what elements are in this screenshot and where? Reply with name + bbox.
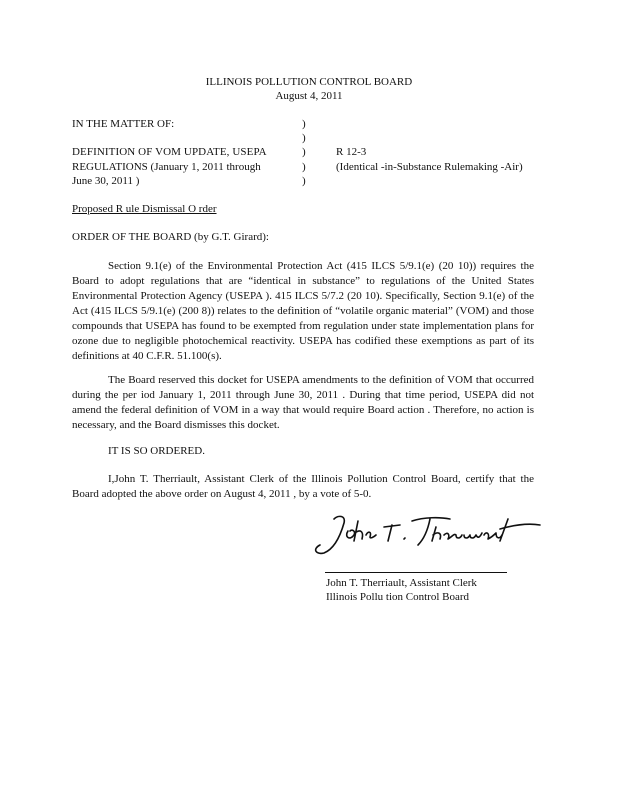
board-name: ILLINOIS POLLUTION CONTROL BOARD [205,76,413,88]
caption-line-3: DEFINITION OF VOM UPDATE, USEPA [72,146,267,158]
signatory-name-title: John T. Therriault, Assistant Clerk [326,577,477,589]
caption-paren: ) [302,132,306,144]
paragraph-2: The Board reserved this docket for USEPA amendments to the definition of VOM that occurred during the per iod January 1, 2011 through June 30, 2011 . During that time period, USEPA did not amend the federal definition of VOM in a way that would require Board action . Therefore, no action is necessary, and the Board dismisses this docket. [72,374,534,431]
caption-line-1: IN THE MATTER OF: [72,118,175,130]
order-line: ORDER OF THE BOARD (by G.T. Girard): [72,231,269,243]
caption-paren: ) [302,118,306,130]
document-date: August 4, 2011 [275,90,343,102]
caption-paren: ) [302,161,306,173]
rulemaking-type: (Identical -in-Substance Rulemaking -Air) [336,161,523,173]
docket-number: R 12-3 [336,146,367,158]
paragraph-1: Section 9.1(e) of the Environmental Protection Act (415 ILCS 5/9.1(e) (20 10)) requires the Board to adopt regulations that are “identical in substance” to regulations of the United States Environmental Protection Agency (USEPA ). 415 ILCS 5/7.2 (20 10). Specifically, Section 9.1(e) of the Act (415 ILCS 5/9.1(e) (200 8)) relates to the definition of “volatile organic material” (VOM) and those compounds that USEPA has found to be exempted from regulation under state implementation plans for ozone due to negligible photochemical reactivity. USEPA has codified these exemptions as part of its definitions at 40 C.F.R. 51.100(s). [72,260,534,362]
caption-line-4: REGULATIONS (January 1, 2011 through [72,161,261,173]
certification-paragraph: I,John T. Therriault, Assistant Clerk of the Illinois Pollution Control Board, certify that the Board adopted the above order on August 4, 2011 , by a vote of 5-0. [72,473,534,500]
handwritten-signature [304,507,544,562]
caption-line-5: June 30, 2011 ) [72,175,140,187]
signature-line [325,572,507,573]
caption-paren: ) [302,146,306,158]
so-ordered: IT IS SO ORDERED. [108,445,205,457]
document-title: Proposed R ule Dismissal O rder [72,203,217,215]
signatory-organization: Illinois Pollu tion Control Board [326,591,470,603]
caption-paren: ) [302,175,306,187]
